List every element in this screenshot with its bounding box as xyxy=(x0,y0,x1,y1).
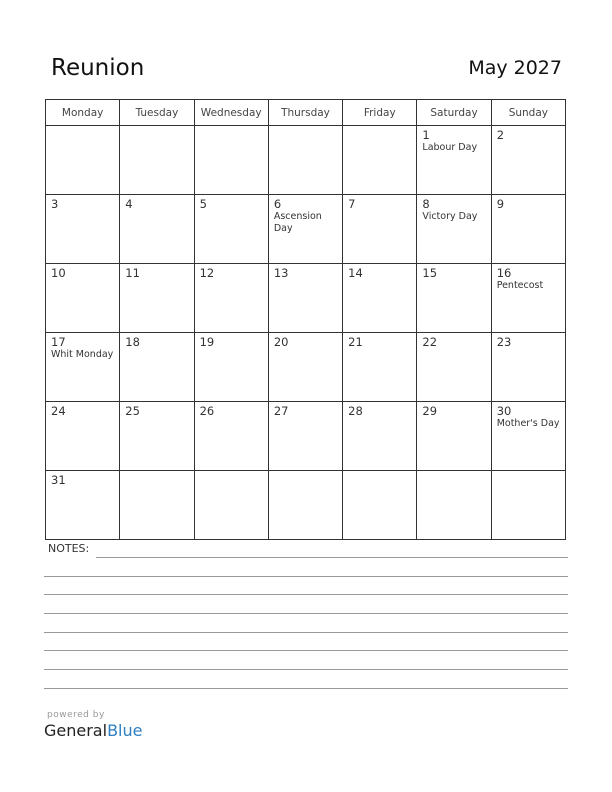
calendar-day-cell[interactable] xyxy=(120,195,194,264)
calendar-day-cell[interactable] xyxy=(417,126,491,195)
calendar-grid xyxy=(45,99,566,540)
day-number: 30 xyxy=(496,404,512,418)
day-number: 10 xyxy=(51,266,66,280)
day-number: 4 xyxy=(125,197,133,211)
day-number: 25 xyxy=(125,404,140,418)
calendar-day-cell[interactable] xyxy=(46,195,120,264)
calendar-day-cell[interactable] xyxy=(491,333,565,402)
calendar-day-cell[interactable] xyxy=(194,402,268,471)
calendar-week-row xyxy=(46,333,566,402)
calendar-day-cell[interactable] xyxy=(194,126,268,195)
calendar-day-cell[interactable] xyxy=(417,471,491,540)
calendar-day-cell[interactable] xyxy=(491,264,565,333)
calendar-day-cell[interactable] xyxy=(194,195,268,264)
day-number: 23 xyxy=(496,335,512,349)
calendar-day-cell[interactable] xyxy=(268,402,342,471)
calendar-day-cell[interactable] xyxy=(46,264,120,333)
calendar-day-cell[interactable] xyxy=(268,333,342,402)
calendar-day-cell[interactable] xyxy=(46,126,120,195)
day-number: 31 xyxy=(51,473,66,487)
calendar-week-row xyxy=(46,126,566,195)
weekday-header: Tuesday xyxy=(120,100,194,126)
calendar-day-cell[interactable] xyxy=(120,471,194,540)
day-number: 15 xyxy=(422,266,438,280)
weekday-header-row xyxy=(46,100,566,126)
day-number: 12 xyxy=(199,266,215,280)
calendar-day-cell[interactable] xyxy=(46,402,120,471)
day-number: 27 xyxy=(273,404,289,418)
calendar-title: Reunion xyxy=(51,55,145,81)
day-number: 2 xyxy=(496,128,505,142)
day-number: 16 xyxy=(496,266,512,280)
day-number: 28 xyxy=(348,404,363,418)
calendar-day-cell[interactable] xyxy=(268,264,342,333)
calendar-day-cell[interactable] xyxy=(491,402,565,471)
day-number: 24 xyxy=(51,404,66,418)
weekday-header: Friday xyxy=(343,100,417,126)
day-number: 14 xyxy=(348,266,363,280)
day-number: 17 xyxy=(51,335,66,349)
calendar-day-cell[interactable] xyxy=(343,195,417,264)
calendar-day-cell[interactable] xyxy=(194,264,268,333)
holiday-label: Labour Day xyxy=(422,142,478,153)
brand-blue: Blue xyxy=(107,721,143,740)
day-number: 8 xyxy=(422,197,430,211)
day-number: 3 xyxy=(51,197,59,211)
note-line xyxy=(44,688,568,689)
calendar-day-cell[interactable] xyxy=(343,402,417,471)
brand-general: General xyxy=(44,721,108,740)
note-line xyxy=(44,632,568,633)
note-line xyxy=(44,594,568,595)
calendar-day-cell[interactable] xyxy=(268,195,342,264)
day-number: 6 xyxy=(273,197,282,211)
weekday-header: Saturday xyxy=(417,100,491,126)
calendar-day-cell[interactable] xyxy=(268,126,342,195)
note-line xyxy=(96,557,568,558)
day-number: 7 xyxy=(348,197,356,211)
note-line xyxy=(44,669,568,670)
brand-logo[interactable] xyxy=(44,721,142,740)
calendar-week-row xyxy=(46,471,566,540)
calendar-day-cell[interactable] xyxy=(46,333,120,402)
holiday-label: Whit Monday xyxy=(51,349,114,360)
calendar-day-cell[interactable] xyxy=(417,195,491,264)
calendar-day-cell[interactable] xyxy=(417,402,491,471)
note-line xyxy=(44,650,568,651)
calendar-day-cell[interactable] xyxy=(194,333,268,402)
calendar-day-cell[interactable] xyxy=(343,333,417,402)
calendar-day-cell[interactable] xyxy=(120,264,194,333)
day-number: 19 xyxy=(199,335,215,349)
calendar-day-cell[interactable] xyxy=(120,333,194,402)
weekday-header: Monday xyxy=(46,100,120,126)
calendar-day-cell[interactable] xyxy=(46,471,120,540)
calendar-month: May 2027 xyxy=(468,57,562,79)
holiday-label: Victory Day xyxy=(422,211,478,222)
calendar-day-cell[interactable] xyxy=(491,471,565,540)
calendar-day-cell[interactable] xyxy=(343,471,417,540)
holiday-label: Mother's Day xyxy=(496,418,560,429)
day-number: 26 xyxy=(199,404,215,418)
weekday-header: Wednesday xyxy=(194,100,268,126)
powered-by-text: powered by xyxy=(47,710,105,720)
calendar-week-row xyxy=(46,402,566,471)
calendar-day-cell[interactable] xyxy=(343,126,417,195)
holiday-label: Pentecost xyxy=(496,280,544,291)
day-number: 11 xyxy=(125,266,140,280)
day-number: 29 xyxy=(422,404,438,418)
day-number: 1 xyxy=(422,128,430,142)
weekday-header: Thursday xyxy=(268,100,342,126)
holiday-label: Ascension Day xyxy=(273,211,322,234)
day-number: 20 xyxy=(273,335,289,349)
notes-label: NOTES: xyxy=(48,542,90,555)
calendar-day-cell[interactable] xyxy=(491,126,565,195)
note-line xyxy=(44,613,568,614)
calendar-day-cell[interactable] xyxy=(417,264,491,333)
calendar-week-row xyxy=(46,195,566,264)
calendar-day-cell[interactable] xyxy=(417,333,491,402)
calendar-day-cell[interactable] xyxy=(491,195,565,264)
calendar-day-cell[interactable] xyxy=(120,402,194,471)
calendar-day-cell[interactable] xyxy=(343,264,417,333)
calendar-week-row xyxy=(46,264,566,333)
note-line xyxy=(44,576,568,577)
day-number: 9 xyxy=(496,197,505,211)
day-number: 5 xyxy=(199,197,207,211)
day-number: 18 xyxy=(125,335,140,349)
calendar-day-cell[interactable] xyxy=(268,471,342,540)
calendar-day-cell[interactable] xyxy=(120,126,194,195)
day-number: 21 xyxy=(348,335,363,349)
calendar-day-cell[interactable] xyxy=(194,471,268,540)
weekday-header: Sunday xyxy=(491,100,565,126)
day-number: 22 xyxy=(422,335,438,349)
day-number: 13 xyxy=(273,266,289,280)
